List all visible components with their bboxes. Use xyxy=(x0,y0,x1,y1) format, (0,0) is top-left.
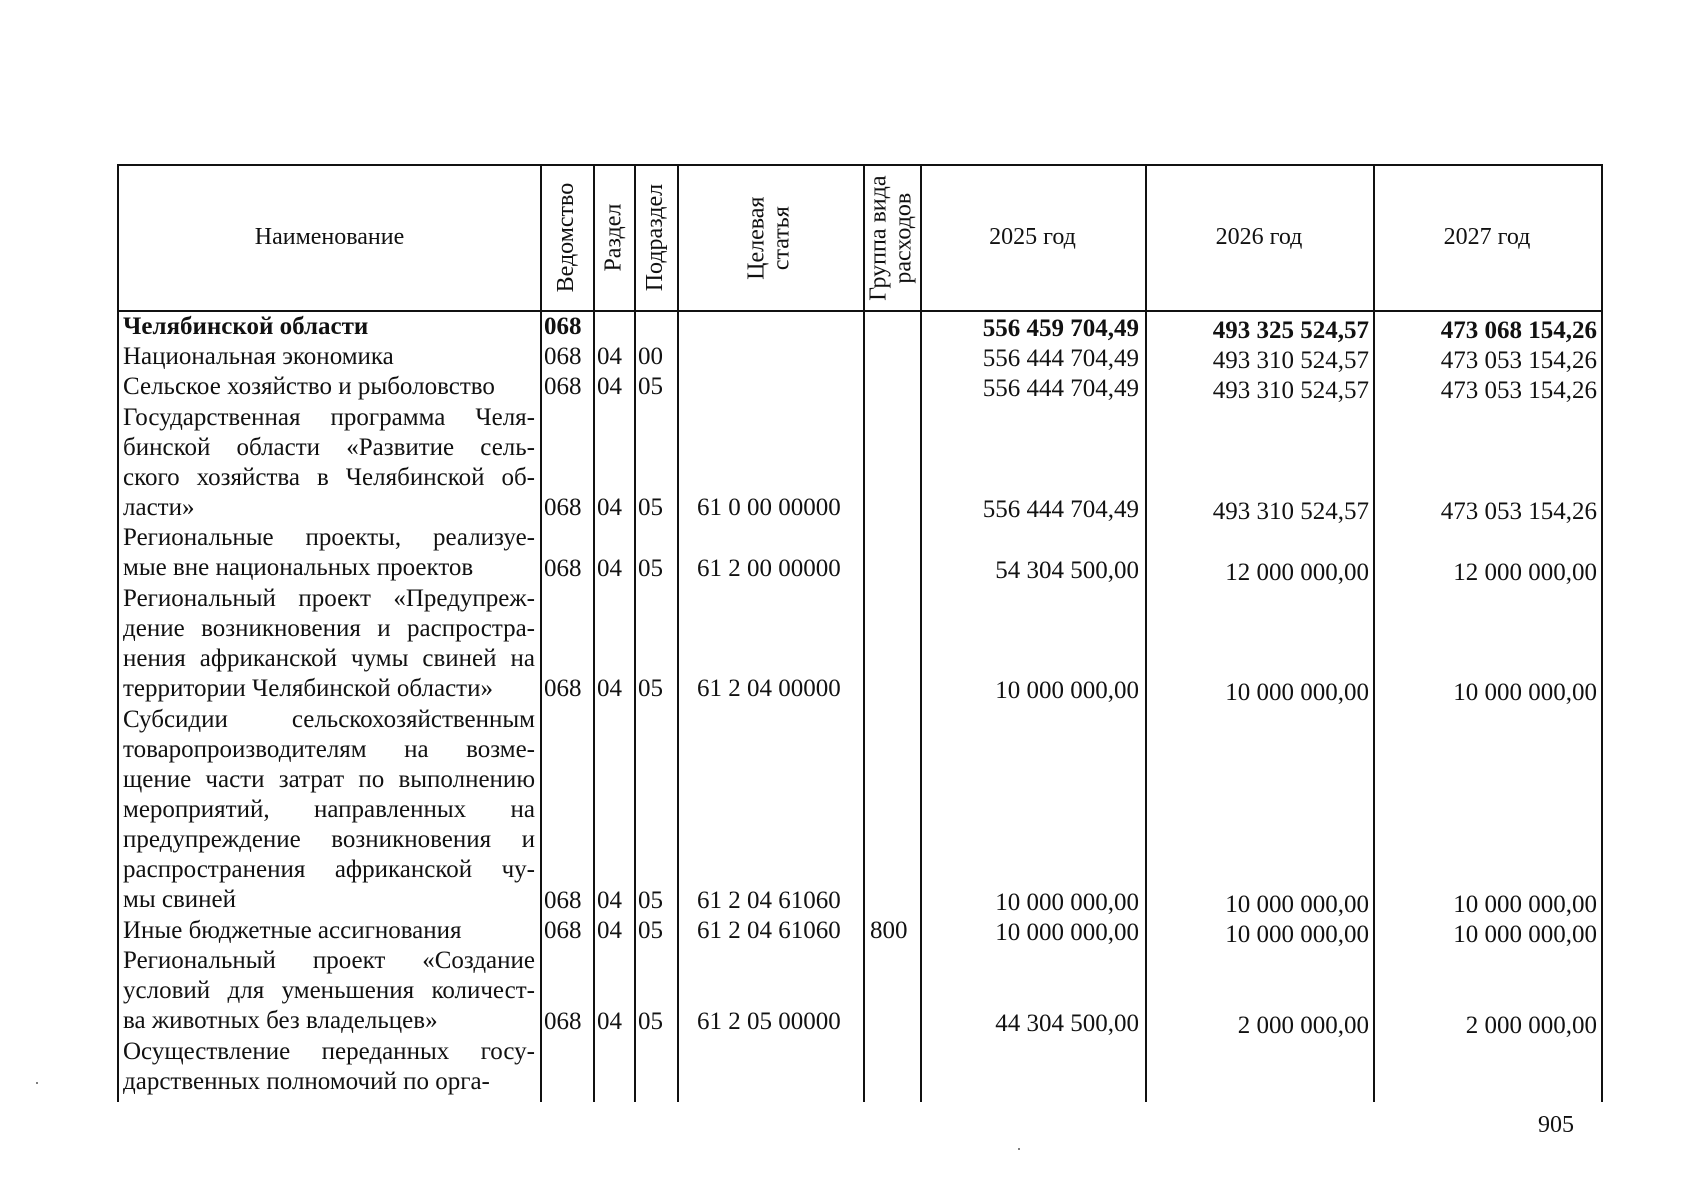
header-name: Наименование xyxy=(254,224,405,251)
cell-razdel: 04 xyxy=(597,494,622,522)
row-name-line: Субсидии сельскохозяйственным xyxy=(123,705,535,733)
cell-vedomstvo: 068 xyxy=(544,494,582,522)
cell-podrazdel: 05 xyxy=(638,675,663,703)
row-name-line: мые вне национальных проектов xyxy=(123,554,474,582)
cell-2025: 556 444 704,49 xyxy=(982,496,1139,524)
cell-2027: 473 053 154,26 xyxy=(1440,347,1597,375)
cell-celevaya: 61 2 00 00000 xyxy=(697,554,841,582)
row-name xyxy=(123,403,535,523)
row-name-line: распространения африканской чу- xyxy=(123,855,535,883)
cell-2027: 473 053 154,26 xyxy=(1440,498,1597,526)
row-name-line: товаропроизводителям на возме- xyxy=(123,735,535,763)
cell-podrazdel: 05 xyxy=(638,494,663,522)
row-name-line: Осуществление переданных госу- xyxy=(123,1037,535,1065)
cell-2025: 556 444 704,49 xyxy=(982,375,1139,403)
cell-2027: 473 068 154,26 xyxy=(1440,317,1597,344)
cell-2026: 493 325 524,57 xyxy=(1212,317,1369,344)
cell-2027: 10 000 000,00 xyxy=(1453,679,1597,707)
cell-2025: 10 000 000,00 xyxy=(995,919,1139,946)
cell-celevaya: 61 2 04 61060 xyxy=(697,917,841,944)
cell-vedomstvo: 068 xyxy=(544,343,582,371)
cell-vedomstvo: 068 xyxy=(544,313,582,340)
header-celevaya: Целевая статья xyxy=(743,196,795,280)
row-name-line: предупреждение возникновения и xyxy=(123,825,535,853)
row-name xyxy=(123,584,535,704)
header-gruppa: Группа вида расходов xyxy=(865,175,917,301)
header-2025: 2025 год xyxy=(989,224,1076,251)
row-name-line: ласти» xyxy=(123,493,195,521)
row-name xyxy=(123,342,535,372)
cell-2027: 12 000 000,00 xyxy=(1453,558,1597,586)
cell-gruppa: 800 xyxy=(870,917,908,944)
row-name xyxy=(123,372,535,402)
cell-vedomstvo: 068 xyxy=(544,675,582,703)
row-name-line: Иные бюджетные ассигнования xyxy=(123,917,462,944)
cell-2025: 10 000 000,00 xyxy=(995,888,1139,916)
scan-speck xyxy=(1018,1148,1020,1150)
cell-vedomstvo: 068 xyxy=(544,917,582,944)
cell-razdel: 04 xyxy=(597,675,622,703)
header-podrazdel: Подраздел xyxy=(641,184,668,292)
row-name xyxy=(123,946,535,1036)
row-name xyxy=(123,705,535,915)
cell-vedomstvo: 068 xyxy=(544,886,582,914)
cell-2027: 10 000 000,00 xyxy=(1453,921,1597,948)
cell-celevaya: 61 2 05 00000 xyxy=(697,1007,841,1035)
cell-podrazdel: 05 xyxy=(638,554,663,582)
row-name xyxy=(123,312,535,342)
row-name-line: мероприятий, направленных на xyxy=(123,795,535,823)
cell-2027: 473 053 154,26 xyxy=(1440,377,1597,405)
cell-2026: 493 310 524,57 xyxy=(1212,498,1369,526)
cell-razdel: 04 xyxy=(597,886,622,914)
cell-2026: 493 310 524,57 xyxy=(1212,377,1369,405)
cell-2026: 10 000 000,00 xyxy=(1225,679,1369,707)
cell-podrazdel: 05 xyxy=(638,1007,663,1035)
cell-podrazdel: 05 xyxy=(638,373,663,401)
row-name-line: Национальная экономика xyxy=(123,343,394,371)
cell-2026: 10 000 000,00 xyxy=(1225,890,1369,918)
row-name-line: нения африканской чумы свиней на xyxy=(123,644,535,672)
row-name xyxy=(123,523,535,583)
cell-vedomstvo: 068 xyxy=(544,1007,582,1035)
cell-2025: 556 459 704,49 xyxy=(982,315,1139,342)
cell-2025: 44 304 500,00 xyxy=(995,1009,1139,1037)
row-name-line: Государственная программа Челя- xyxy=(123,403,535,431)
row-name-line: территории Челябинской области» xyxy=(123,674,493,702)
cell-2025: 54 304 500,00 xyxy=(995,556,1139,584)
cell-celevaya: 61 0 00 00000 xyxy=(697,494,841,522)
row-name xyxy=(123,916,535,946)
cell-vedomstvo: 068 xyxy=(544,554,582,582)
cell-celevaya: 61 2 04 00000 xyxy=(697,675,841,703)
cell-podrazdel: 05 xyxy=(638,917,663,944)
row-name-line: условий для уменьшения количест- xyxy=(123,977,535,1005)
cell-2025: 556 444 704,49 xyxy=(982,345,1139,373)
row-name-line: щение части затрат по выполнению xyxy=(123,765,535,793)
cell-razdel: 04 xyxy=(597,1007,622,1035)
row-name-line: Региональный проект «Предупреж- xyxy=(123,584,535,612)
cell-razdel: 04 xyxy=(597,554,622,582)
budget-table xyxy=(117,164,1603,1102)
cell-2027: 10 000 000,00 xyxy=(1453,890,1597,918)
header-2027: 2027 год xyxy=(1443,224,1531,251)
row-name-line: ского хозяйства в Челябинской об- xyxy=(123,463,535,491)
cell-razdel: 04 xyxy=(597,343,622,371)
row-name-line: Региональный проект «Создание xyxy=(123,947,535,975)
cell-2026: 2 000 000,00 xyxy=(1237,1011,1369,1039)
cell-razdel: 04 xyxy=(597,917,622,944)
cell-2027: 2 000 000,00 xyxy=(1465,1011,1597,1039)
row-name-line: дение возникновения и распростра- xyxy=(123,614,535,642)
header-razdel: Раздел xyxy=(599,204,626,272)
header-2026: 2026 год xyxy=(1215,224,1303,251)
cell-celevaya: 61 2 04 61060 xyxy=(697,886,841,914)
header-vedomstvo: Ведомство xyxy=(552,183,579,293)
row-name-line: Региональные проекты, реализуе- xyxy=(123,524,535,552)
row-name-line: бинской области «Развитие сель- xyxy=(123,433,535,461)
row-name-line: Сельское хозяйство и рыболовство xyxy=(123,373,495,401)
cell-vedomstvo: 068 xyxy=(544,373,582,401)
cell-podrazdel: 00 xyxy=(638,343,663,371)
row-name xyxy=(123,1037,535,1097)
cell-podrazdel: 05 xyxy=(638,886,663,914)
cell-2026: 12 000 000,00 xyxy=(1225,558,1369,586)
row-name-line: Челябинской области xyxy=(123,313,369,340)
cell-2026: 10 000 000,00 xyxy=(1225,921,1369,948)
cell-2025: 10 000 000,00 xyxy=(995,677,1139,705)
page-number: 905 xyxy=(1538,1112,1574,1138)
row-name-line: мы свиней xyxy=(123,885,237,913)
row-name-line: дарственных полномочий по орга- xyxy=(123,1067,490,1095)
cell-razdel: 04 xyxy=(597,373,622,401)
cell-2026: 493 310 524,57 xyxy=(1212,347,1369,375)
scan-speck xyxy=(36,1082,38,1084)
row-name-line: ва животных без владельцев» xyxy=(123,1007,438,1035)
